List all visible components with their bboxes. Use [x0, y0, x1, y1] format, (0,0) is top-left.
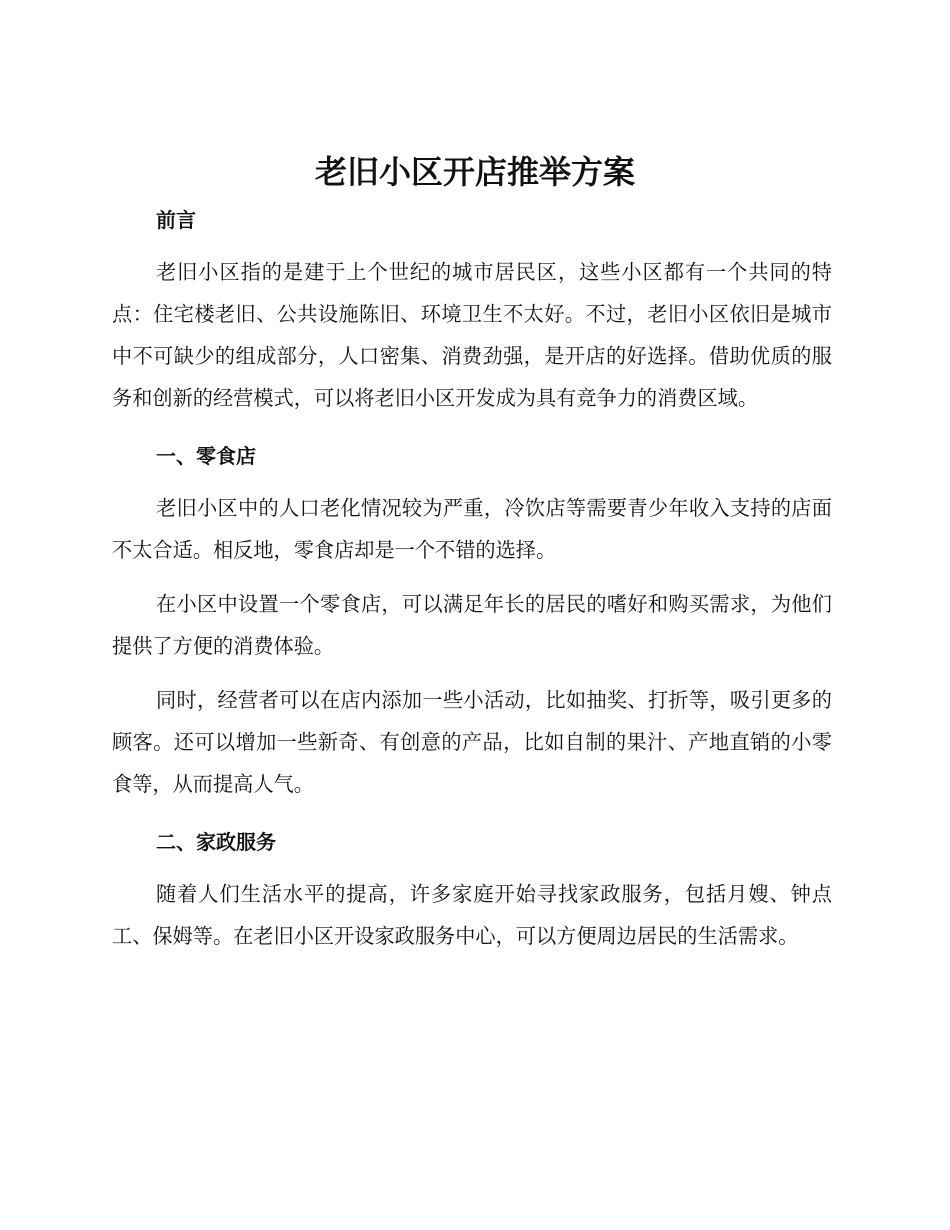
paragraph-snack-shop-1: 老旧小区中的人口老化情况较为严重，冷饮店等需要青少年收入支持的店面不太合适。相反地，零食店却是一个不错的选择。 — [112, 496, 832, 562]
paragraph-snack-shop-3: 同时，经营者可以在店内添加一些小活动，比如抽奖、打折等，吸引更多的顾客。还可以增加一些新奇、有创意的产品，比如自制的果汁、产地直销的小零食等，从而提高人气。 — [112, 688, 832, 796]
paragraph-snack-shop-2: 在小区中设置一个零食店，可以满足年长的居民的嗜好和购买需求，为他们提供了方便的消费体验。 — [112, 592, 832, 658]
section-heading-housekeeping: 二、家政服务 — [156, 830, 276, 854]
section-heading-preface: 前言 — [156, 208, 196, 232]
paragraph-preface: 老旧小区指的是建于上个世纪的城市居民区，这些小区都有一个共同的特点：住宅楼老旧、公共设施陈旧、环境卫生不太好。不过，老旧小区依旧是城市中不可缺少的组成部分，人口密集、消费劲强，是开店的好选择。借助优质的服务和创新的经营模式，可以将老旧小区开发成为具有竞争力的消费区域。 — [112, 260, 832, 410]
section-snack-shop — [112, 436, 832, 805]
document-body — [112, 200, 832, 957]
paragraph-housekeeping-1: 随着人们生活水平的提高，许多家庭开始寻找家政服务，包括月嫂、钟点工、保姆等。在老旧小区开设家政服务中心，可以方便周边居民的生活需求。 — [112, 882, 832, 948]
section-heading-snack-shop: 一、零食店 — [156, 444, 256, 468]
section-housekeeping — [112, 822, 832, 957]
document-title: 老旧小区开店推举方案 — [314, 153, 635, 191]
section-preface — [112, 200, 832, 419]
